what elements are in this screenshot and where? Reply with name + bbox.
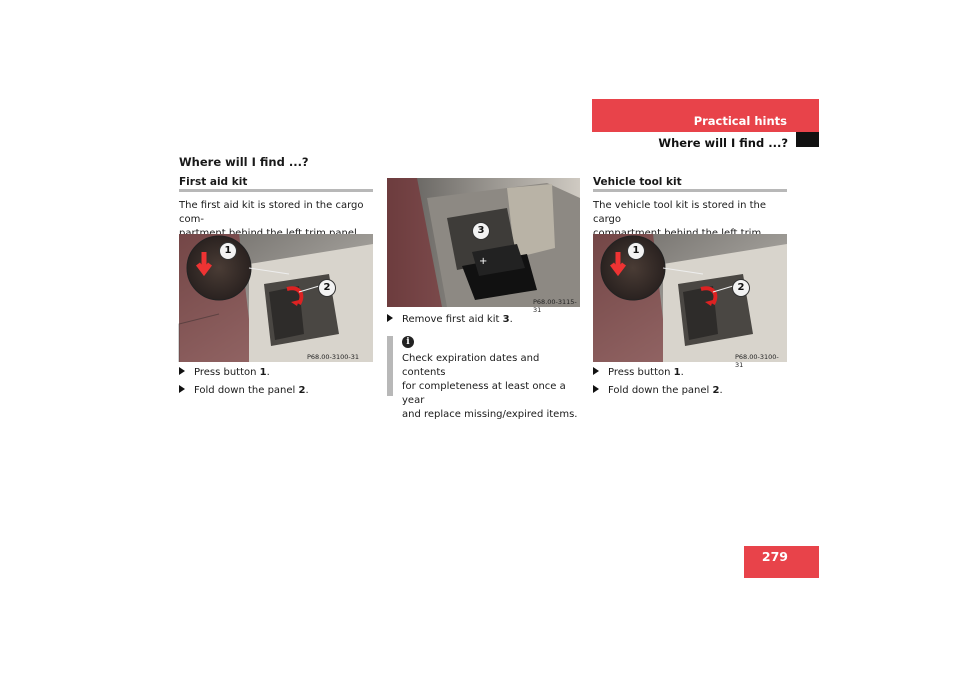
image-code: P68.00-3100-31 (307, 353, 360, 361)
step-press-button: Press button 1. (593, 366, 684, 380)
note-bar (387, 336, 393, 396)
tool-kit-panel-illustration (593, 234, 787, 362)
header-marker (796, 132, 819, 147)
callout-1: 1 (627, 242, 645, 260)
section-title: Practical hints (693, 114, 787, 128)
heading-rule (179, 189, 373, 192)
cargo-panel-illustration (179, 234, 373, 362)
image-code: P68.00-3115-31 (533, 298, 577, 314)
step-fold-panel: Fold down the panel 2. (593, 384, 723, 398)
step-fold-panel: Fold down the panel 2. (179, 384, 309, 398)
page-number-box (744, 546, 819, 578)
page-title: Where will I find ...? (179, 155, 309, 169)
page-number: 279 (761, 549, 788, 564)
first-aid-kit-photo (387, 178, 580, 314)
info-note (402, 352, 582, 422)
section-header (592, 99, 819, 132)
bullet-arrow-icon (179, 367, 185, 375)
text-line: The vehicle tool kit is stored in the cargo (593, 200, 767, 225)
tool-kit-heading: Vehicle tool kit (593, 176, 682, 188)
bullet-arrow-icon (593, 367, 599, 375)
bullet-arrow-icon (387, 314, 393, 322)
svg-text:+: + (479, 256, 488, 267)
image-code: P68.00-3100-31 (735, 353, 779, 369)
callout-2: 2 (318, 279, 336, 297)
step-remove-kit: Remove first aid kit 3. (387, 313, 513, 327)
callout-3: 3 (472, 222, 490, 240)
bullet-arrow-icon (179, 385, 185, 393)
tool-kit-panel-photo (593, 234, 787, 369)
subsection-title: Where will I find ...? (658, 136, 788, 150)
cargo-panel-photo (179, 234, 373, 362)
text-line: and replace missing/expired items. (402, 409, 578, 420)
heading-rule (593, 189, 787, 192)
info-icon: i (402, 336, 414, 348)
step-press-button: Press button 1. (179, 366, 270, 380)
first-aid-heading: First aid kit (179, 176, 248, 188)
text-line: for completeness at least once a year (402, 381, 566, 406)
text-line: Check expiration dates and contents (402, 353, 540, 378)
first-aid-kit-illustration (387, 178, 580, 307)
text-line: The first aid kit is stored in the cargo com- (179, 200, 364, 225)
callout-2: 2 (732, 279, 750, 297)
bullet-arrow-icon (593, 385, 599, 393)
callout-1: 1 (219, 242, 237, 260)
